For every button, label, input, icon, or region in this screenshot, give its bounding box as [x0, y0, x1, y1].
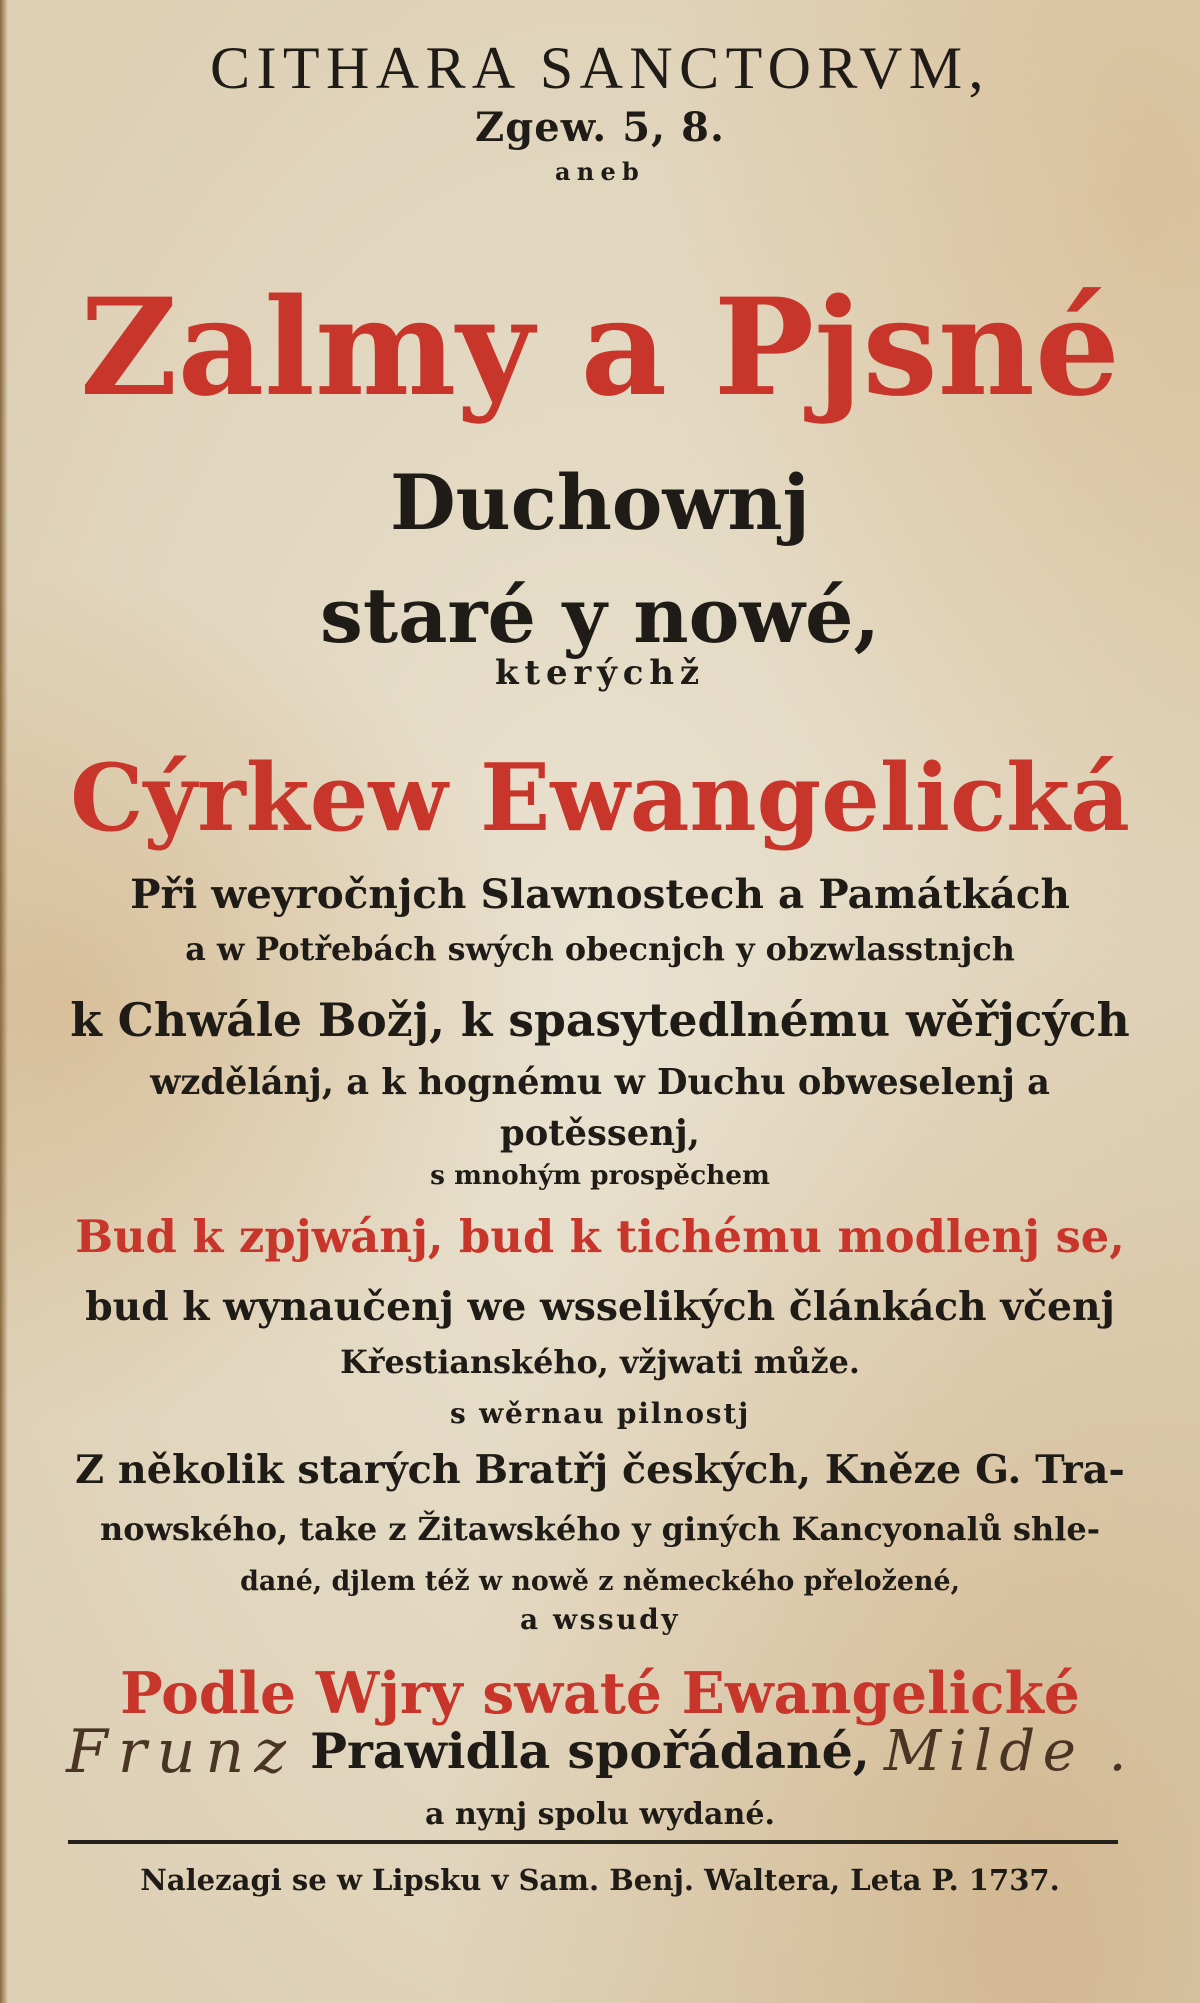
- middle-line: a wssudy: [520, 1603, 680, 1636]
- prawidla-line: Prawidla spořádané,: [310, 1722, 870, 1781]
- body-line: s mnohým prospěchem: [430, 1160, 770, 1191]
- middle-line: Z několik starých Bratřj českých, Kněze G. Tra-: [75, 1447, 1125, 1493]
- red-line-singing: Bud k zpjwánj, bud k tichému modlenj se,: [75, 1210, 1125, 1263]
- church-title: Cýrkew Ewangelická: [70, 743, 1130, 852]
- imprint-line: Nalezagi se w Lipsku v Sam. Benj. Waltera, Leta P. 1737.: [140, 1863, 1060, 1897]
- body-line: potěssenj,: [500, 1113, 700, 1154]
- body-line: Při weyročnjch Slawnostech a Památkách: [130, 870, 1070, 918]
- scripture-reference: Zgew. 5, 8.: [475, 104, 725, 151]
- body-line: k Chwále Božj, k spasytedlnému wěřjcých: [70, 993, 1130, 1047]
- handwritten-signature-left: Frunz: [66, 1717, 297, 1787]
- middle-line: bud k wynaučenj we wsselikých článkách včenj: [85, 1284, 1115, 1330]
- body-line: wzdělánj, a k hognému w Duchu obweselenj a: [150, 1062, 1050, 1103]
- published-line: a nynj spolu wydané.: [425, 1797, 775, 1832]
- middle-line: nowského, take z Žitawského y giných Kancyonalů shle-: [100, 1510, 1100, 1548]
- divider-rule: [68, 1840, 1118, 1844]
- middle-line: Křestianského, vžjwati může.: [340, 1343, 860, 1381]
- handwritten-signature-right: Milde .: [883, 1719, 1134, 1784]
- body-line: a w Potřebách swých obecnjch y obzwlasstnjch: [185, 930, 1015, 968]
- red-line-faith: Podle Wjry swaté Ewangelické: [120, 1661, 1080, 1727]
- middle-line: s wěrnau pilnostj: [450, 1397, 750, 1430]
- main-title: Zalmy a Pjsné: [80, 269, 1120, 426]
- kterychz-text: kterýchž: [495, 653, 705, 693]
- aneb-text: aneb: [555, 157, 645, 186]
- middle-line: dané, djlem též w nowě z německého přeložené,: [240, 1566, 960, 1597]
- subtitle-stare: staré y nowé,: [320, 570, 880, 660]
- prawidla-row: [40, 1717, 1160, 1787]
- subtitle-duchowni: Duchownj: [390, 458, 810, 547]
- latin-title: CITHARA SANCTORVM,: [210, 35, 990, 101]
